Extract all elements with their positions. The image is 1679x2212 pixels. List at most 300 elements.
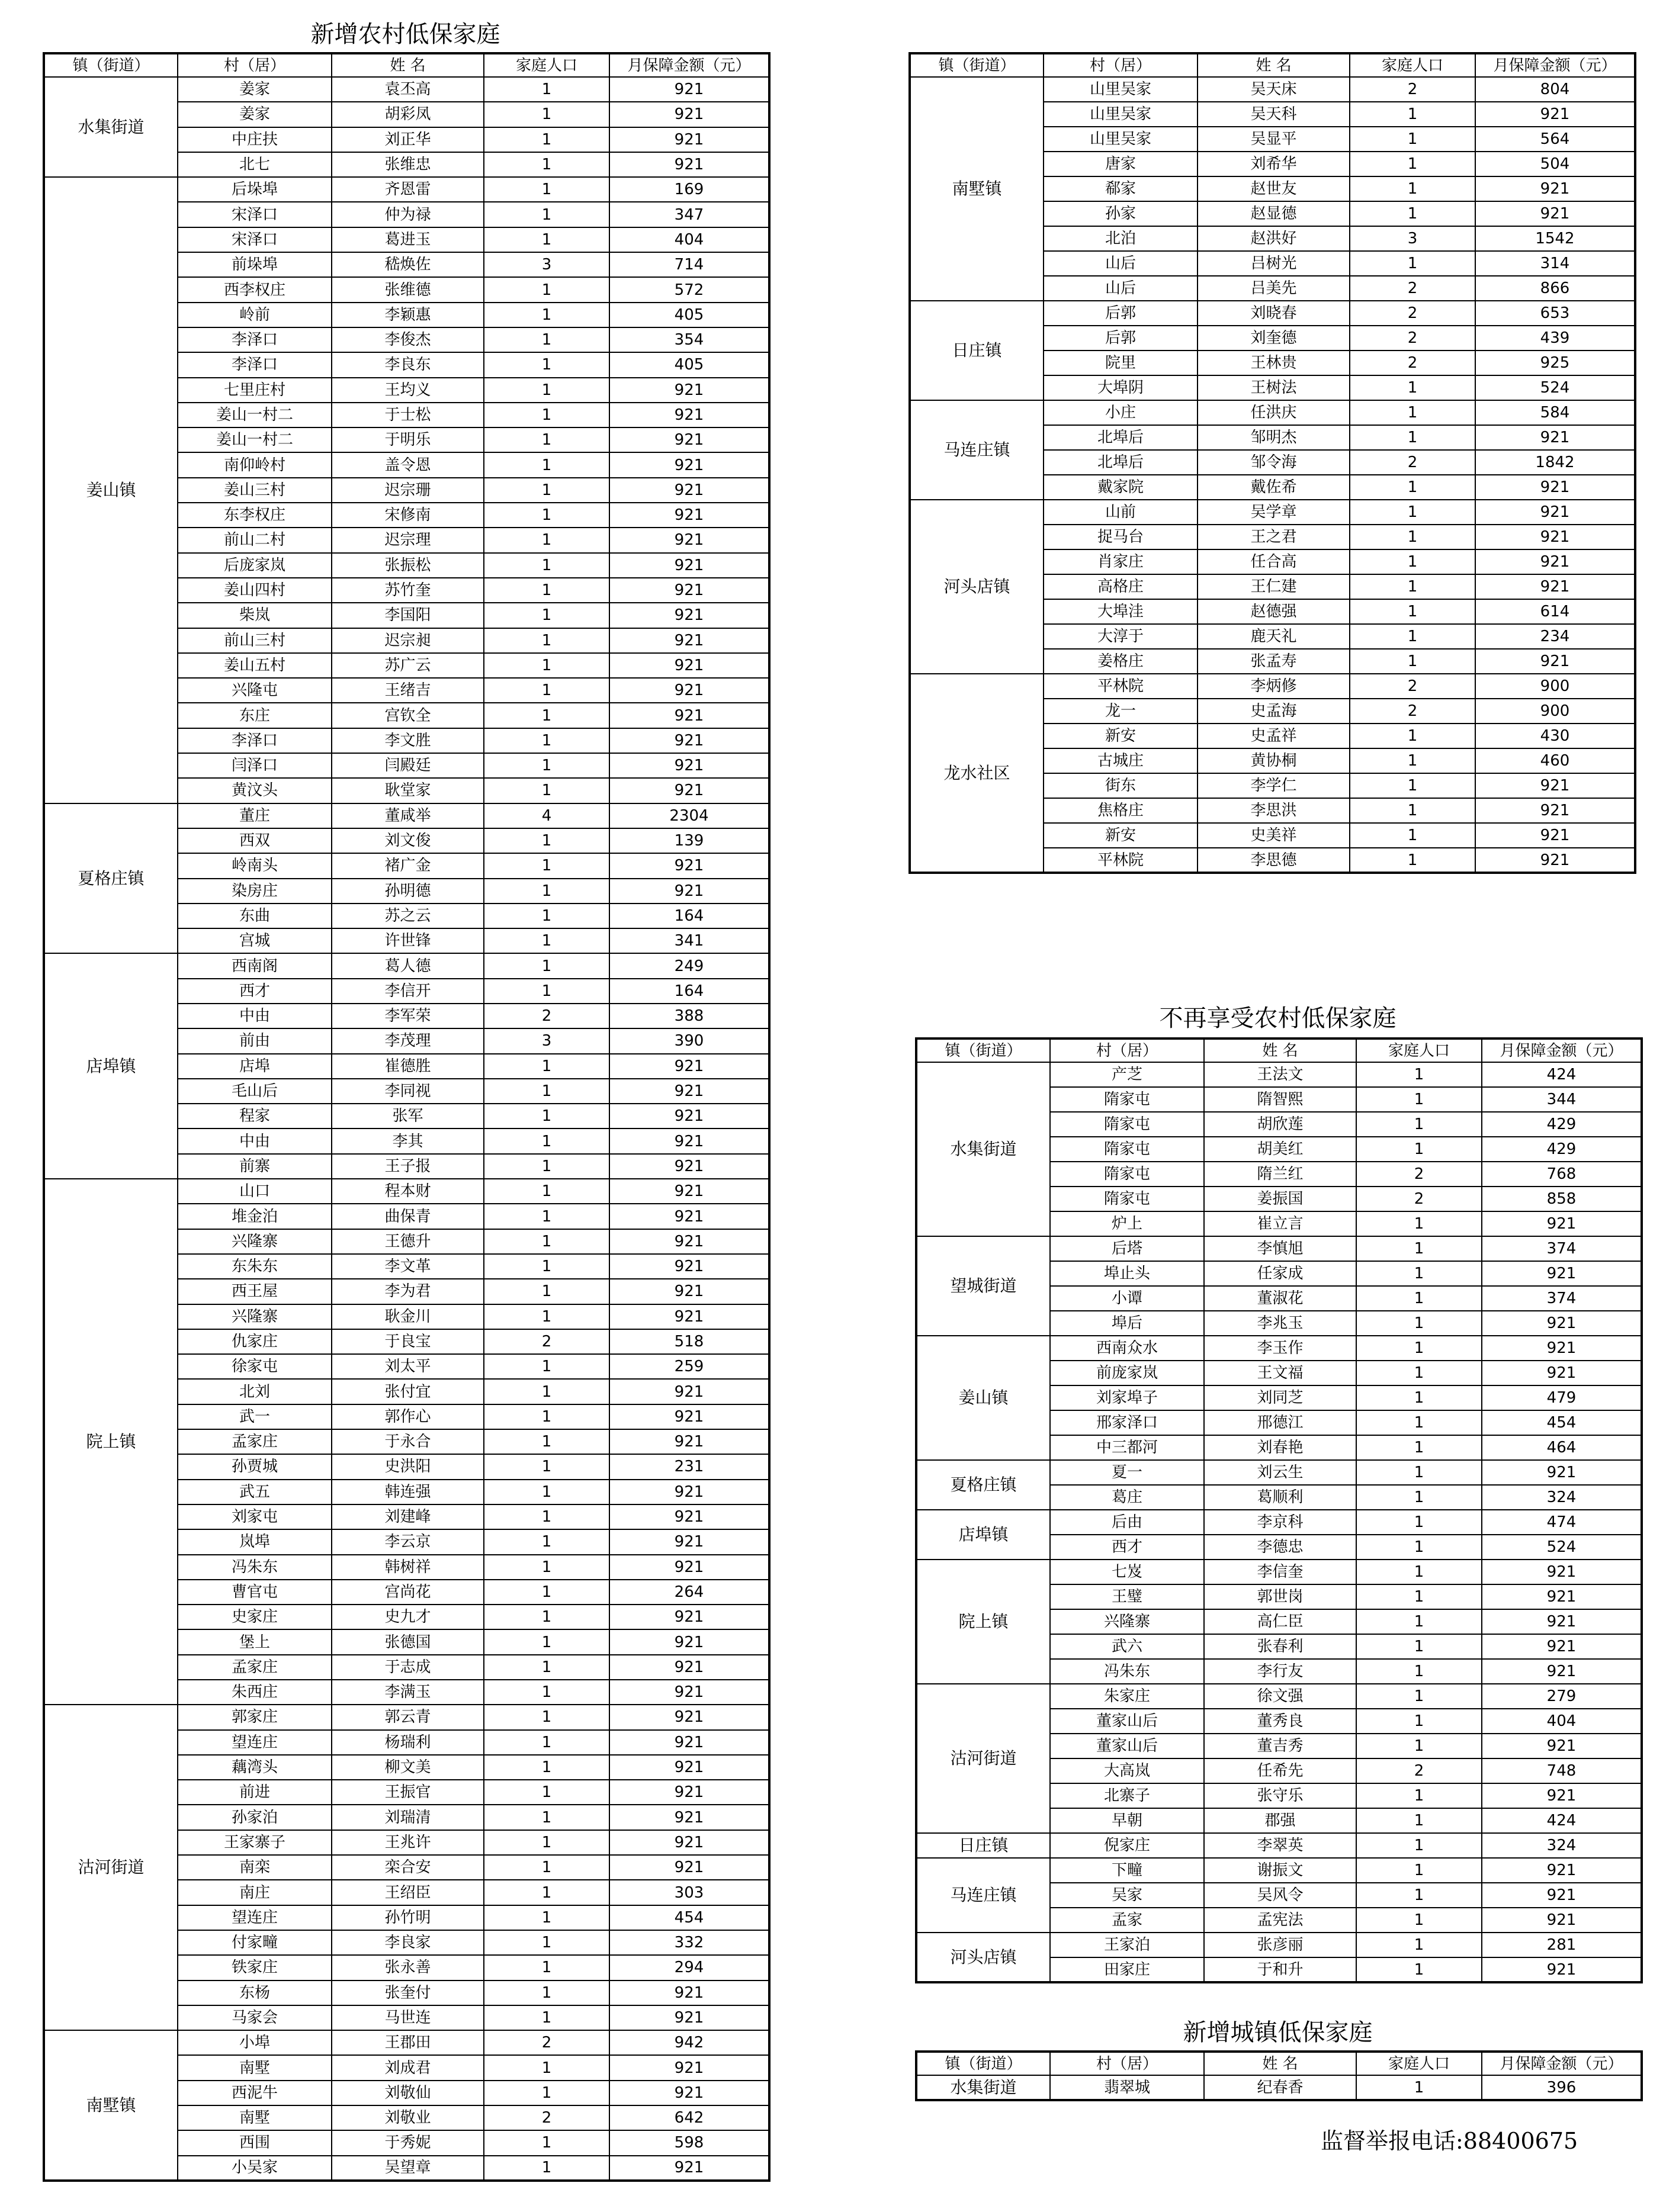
- monthly-amount-cell: 921: [1482, 1460, 1642, 1485]
- household-size-cell: 1: [1356, 1361, 1482, 1385]
- household-size-cell: 1: [1350, 500, 1475, 525]
- village-cell: 西泥牛: [178, 2081, 332, 2105]
- household-size-cell: 1: [1356, 1286, 1482, 1311]
- village-cell: 街东: [1044, 773, 1198, 798]
- monthly-amount-cell: 164: [609, 904, 769, 928]
- monthly-amount-cell: 524: [1482, 1535, 1642, 1560]
- household-size-cell: 1: [484, 1454, 609, 1479]
- monthly-amount-cell: 921: [1475, 649, 1635, 674]
- name-cell: 李满玉: [332, 1680, 484, 1705]
- village-cell: 冯朱东: [178, 1555, 332, 1580]
- household-size-cell: 1: [484, 753, 609, 778]
- household-size-cell: 1: [484, 227, 609, 252]
- village-cell: 后郭: [1044, 326, 1198, 351]
- name-cell: 李国阳: [332, 603, 484, 628]
- name-cell: 崔德胜: [332, 1054, 484, 1079]
- name-cell: 张春利: [1204, 1634, 1356, 1659]
- village-cell: 东李权庄: [178, 503, 332, 528]
- table-row: [916, 1858, 1642, 1883]
- village-cell: 埠后: [1050, 1311, 1204, 1336]
- village-cell: 孙家: [1044, 201, 1198, 226]
- household-size-cell: 1: [1350, 400, 1475, 425]
- monthly-amount-cell: 921: [609, 553, 769, 578]
- monthly-amount-cell: 921: [1482, 1883, 1642, 1908]
- monthly-amount-cell: 139: [609, 828, 769, 853]
- monthly-amount-cell: 572: [609, 277, 769, 302]
- monthly-amount-cell: 921: [1475, 500, 1635, 525]
- village-cell: 前寨: [178, 1154, 332, 1179]
- town-cell: 河头店镇: [910, 500, 1044, 674]
- household-size-cell: 1: [484, 1254, 609, 1279]
- name-cell: 李为君: [332, 1279, 484, 1304]
- monthly-amount-cell: 921: [1482, 1634, 1642, 1659]
- column-header: 镇（街道）: [916, 2052, 1050, 2075]
- name-cell: 李信开: [332, 979, 484, 1004]
- village-cell: 武六: [1050, 1634, 1204, 1659]
- village-cell: 李泽口: [178, 352, 332, 377]
- name-cell: 李思德: [1198, 848, 1350, 873]
- village-cell: 兴隆寨: [1050, 1609, 1204, 1634]
- household-size-cell: 1: [1356, 1584, 1482, 1609]
- monthly-amount-cell: 921: [1482, 1858, 1642, 1883]
- monthly-amount-cell: 921: [1482, 1659, 1642, 1684]
- name-cell: 宋修南: [332, 503, 484, 528]
- monthly-amount-cell: 921: [1482, 1609, 1642, 1634]
- name-cell: 吕美先: [1198, 276, 1350, 301]
- household-size-cell: 1: [484, 403, 609, 427]
- table-row: [916, 1236, 1642, 1261]
- household-size-cell: 1: [484, 1980, 609, 2005]
- monthly-amount-cell: 921: [609, 653, 769, 678]
- monthly-amount-cell: 921: [609, 879, 769, 904]
- village-cell: 宋泽口: [178, 202, 332, 227]
- name-cell: 吴天床: [1198, 77, 1350, 102]
- monthly-amount-cell: 294: [609, 1955, 769, 1980]
- name-cell: 胡欣莲: [1204, 1112, 1356, 1137]
- table-row: [916, 1933, 1642, 1957]
- monthly-amount-cell: 921: [1475, 798, 1635, 823]
- table-row: [916, 1684, 1642, 1709]
- village-cell: 兴隆寨: [178, 1304, 332, 1329]
- monthly-amount-cell: 921: [609, 1855, 769, 1880]
- town-cell: 南墅镇: [44, 2030, 178, 2181]
- monthly-amount-cell: 921: [609, 1705, 769, 1729]
- name-cell: 隋兰红: [1204, 1162, 1356, 1187]
- name-cell: 隋智熙: [1204, 1087, 1356, 1112]
- monthly-amount-cell: 921: [609, 1680, 769, 1705]
- monthly-amount-cell: 921: [1482, 1361, 1642, 1385]
- monthly-amount-cell: 748: [1482, 1758, 1642, 1783]
- household-size-cell: 1: [1356, 1311, 1482, 1336]
- household-size-cell: 1: [484, 1880, 609, 1905]
- monthly-amount-cell: 921: [1482, 1311, 1642, 1336]
- village-cell: 七里庄村: [178, 378, 332, 403]
- monthly-amount-cell: 921: [1475, 102, 1635, 127]
- village-cell: 后庞家岚: [178, 553, 332, 578]
- monthly-amount-cell: 614: [1475, 599, 1635, 624]
- household-size-cell: 1: [484, 1204, 609, 1229]
- household-size-cell: 3: [1350, 226, 1475, 251]
- household-size-cell: 1: [1356, 1858, 1482, 1883]
- name-cell: 许世锋: [332, 928, 484, 953]
- name-cell: 吴风令: [1204, 1883, 1356, 1908]
- table-row: [910, 500, 1635, 525]
- household-size-cell: 1: [1356, 2075, 1482, 2100]
- village-cell: 东曲: [178, 904, 332, 928]
- monthly-amount-cell: 921: [1482, 1908, 1642, 1933]
- household-size-cell: 1: [1350, 848, 1475, 873]
- name-cell: 葛人德: [332, 953, 484, 978]
- village-cell: 北七: [178, 152, 332, 177]
- monthly-amount-cell: 1542: [1475, 226, 1635, 251]
- household-size-cell: 1: [1350, 152, 1475, 176]
- table-row: [916, 1062, 1642, 1087]
- household-size-cell: 1: [484, 703, 609, 728]
- name-cell: 史洪阳: [332, 1454, 484, 1479]
- household-size-cell: 1: [484, 1705, 609, 1729]
- table-row: [916, 1560, 1642, 1584]
- monthly-amount-cell: 234: [1475, 624, 1635, 649]
- column-header: 家庭人口: [1356, 1039, 1482, 1062]
- household-size-cell: 2: [1350, 674, 1475, 699]
- household-size-cell: 1: [1350, 425, 1475, 450]
- village-cell: 戴家院: [1044, 475, 1198, 500]
- household-size-cell: 1: [484, 979, 609, 1004]
- village-cell: 朱西庄: [178, 1680, 332, 1705]
- monthly-amount-cell: 921: [1475, 773, 1635, 798]
- monthly-amount-cell: 921: [1482, 1783, 1642, 1808]
- household-size-cell: 1: [484, 1805, 609, 1830]
- village-cell: 南仰岭村: [178, 452, 332, 477]
- village-cell: 西才: [178, 979, 332, 1004]
- name-cell: 吴望章: [332, 2156, 484, 2181]
- village-cell: 大埠阴: [1044, 375, 1198, 400]
- village-cell: 武一: [178, 1404, 332, 1429]
- village-cell: 平林院: [1044, 848, 1198, 873]
- household-size-cell: 1: [484, 1354, 609, 1379]
- town-cell: 店埠镇: [44, 953, 178, 1179]
- name-cell: 李文革: [332, 1254, 484, 1279]
- table-row: [44, 1705, 769, 1729]
- household-size-cell: 1: [1356, 1460, 1482, 1485]
- name-cell: 刘同芝: [1204, 1385, 1356, 1410]
- village-cell: 宫城: [178, 928, 332, 953]
- name-cell: 李翠英: [1204, 1833, 1356, 1858]
- village-cell: 北寨子: [1050, 1783, 1204, 1808]
- name-cell: 刘太平: [332, 1354, 484, 1379]
- monthly-amount-cell: 303: [609, 1880, 769, 1905]
- monthly-amount-cell: 1842: [1475, 450, 1635, 475]
- name-cell: 于明乐: [332, 427, 484, 452]
- name-cell: 张守乐: [1204, 1783, 1356, 1808]
- name-cell: 迟宗昶: [332, 628, 484, 653]
- village-cell: 西南众水: [1050, 1336, 1204, 1361]
- village-cell: 姜山三村: [178, 478, 332, 503]
- monthly-amount-cell: 518: [609, 1329, 769, 1354]
- name-cell: 董咸举: [332, 803, 484, 828]
- village-cell: 孟家: [1050, 1908, 1204, 1933]
- town-cell: 夏格庄镇: [44, 803, 178, 954]
- name-cell: 赵德强: [1198, 599, 1350, 624]
- household-size-cell: 1: [484, 653, 609, 678]
- monthly-amount-cell: 921: [609, 1104, 769, 1128]
- table-row: [910, 301, 1635, 326]
- monthly-amount-cell: 921: [609, 678, 769, 703]
- column-header: 姓 名: [332, 53, 484, 77]
- name-cell: 李同视: [332, 1079, 484, 1104]
- village-cell: 后由: [1050, 1510, 1204, 1535]
- name-cell: 张付宜: [332, 1379, 484, 1404]
- name-cell: 李炳修: [1198, 674, 1350, 699]
- household-size-cell: 1: [484, 277, 609, 302]
- village-cell: 孙家泊: [178, 1805, 332, 1830]
- table-row: [44, 77, 769, 102]
- name-cell: 王子报: [332, 1154, 484, 1179]
- table-row: [916, 1833, 1642, 1858]
- household-size-cell: 1: [484, 202, 609, 227]
- name-cell: 纪春香: [1204, 2075, 1356, 2100]
- village-cell: 翡翠城: [1050, 2075, 1204, 2100]
- name-cell: 张振松: [332, 553, 484, 578]
- village-cell: 肖家庄: [1044, 549, 1198, 574]
- column-header: 家庭人口: [484, 53, 609, 77]
- village-cell: 南庄: [178, 1880, 332, 1905]
- monthly-amount-cell: 429: [1482, 1137, 1642, 1162]
- name-cell: 高仁臣: [1204, 1609, 1356, 1634]
- household-size-cell: 3: [484, 252, 609, 277]
- household-size-cell: 1: [484, 1079, 609, 1104]
- household-size-cell: 1: [484, 1655, 609, 1680]
- monthly-amount-cell: 324: [1482, 1833, 1642, 1858]
- name-cell: 李德忠: [1204, 1535, 1356, 1560]
- name-cell: 王法文: [1204, 1062, 1356, 1087]
- monthly-amount-cell: 921: [1475, 176, 1635, 201]
- village-cell: 李泽口: [178, 728, 332, 753]
- village-cell: 西南阁: [178, 953, 332, 978]
- monthly-amount-cell: 921: [609, 1379, 769, 1404]
- household-size-cell: 2: [1350, 276, 1475, 301]
- village-cell: 宋泽口: [178, 227, 332, 252]
- name-cell: 苏之云: [332, 904, 484, 928]
- monthly-amount-cell: 921: [609, 1480, 769, 1504]
- monthly-amount-cell: 921: [609, 152, 769, 177]
- village-cell: 中三都河: [1050, 1435, 1204, 1460]
- monthly-amount-cell: 464: [1482, 1435, 1642, 1460]
- column-header: 月保障金额（元）: [1482, 1039, 1642, 1062]
- table-row: [916, 1510, 1642, 1535]
- name-cell: 史孟海: [1198, 699, 1350, 724]
- village-cell: 姜家: [178, 77, 332, 102]
- village-cell: 新安: [1044, 724, 1198, 748]
- household-size-cell: 1: [1356, 1709, 1482, 1734]
- village-cell: 大高岚: [1050, 1758, 1204, 1783]
- village-cell: 徐家屯: [178, 1354, 332, 1379]
- monthly-amount-cell: 921: [609, 1279, 769, 1304]
- household-size-cell: 1: [484, 327, 609, 352]
- monthly-amount-cell: 921: [609, 403, 769, 427]
- village-cell: 山前: [1044, 500, 1198, 525]
- town-cell: 日庄镇: [910, 301, 1044, 400]
- household-size-cell: 1: [484, 2130, 609, 2155]
- column-header: 家庭人口: [1356, 2052, 1482, 2075]
- monthly-amount-cell: 921: [609, 628, 769, 653]
- name-cell: 徐文强: [1204, 1684, 1356, 1709]
- household-size-cell: 1: [1356, 1734, 1482, 1758]
- household-size-cell: 1: [1356, 1535, 1482, 1560]
- village-cell: 前进: [178, 1780, 332, 1805]
- household-size-cell: 1: [1356, 1062, 1482, 1087]
- monthly-amount-cell: 264: [609, 1580, 769, 1605]
- village-cell: 王璧: [1050, 1584, 1204, 1609]
- household-size-cell: 1: [484, 352, 609, 377]
- monthly-amount-cell: 921: [609, 503, 769, 528]
- monthly-amount-cell: 768: [1482, 1162, 1642, 1187]
- table-row: [916, 2075, 1642, 2100]
- name-cell: 宫钦全: [332, 703, 484, 728]
- household-size-cell: 1: [484, 1580, 609, 1605]
- name-cell: 孟宪法: [1204, 1908, 1356, 1933]
- name-cell: 王文福: [1204, 1361, 1356, 1385]
- monthly-amount-cell: 921: [609, 1304, 769, 1329]
- monthly-amount-cell: 921: [609, 728, 769, 753]
- household-size-cell: 1: [484, 1279, 609, 1304]
- name-cell: 于永合: [332, 1429, 484, 1454]
- name-cell: 张军: [332, 1104, 484, 1128]
- household-size-cell: 1: [1356, 1560, 1482, 1584]
- village-cell: 朱家庄: [1050, 1684, 1204, 1709]
- name-cell: 曲保青: [332, 1204, 484, 1229]
- monthly-amount-cell: 921: [1475, 475, 1635, 500]
- village-cell: 铁家庄: [178, 1955, 332, 1980]
- monthly-amount-cell: 921: [1482, 1336, 1642, 1361]
- village-cell: 望连庄: [178, 1905, 332, 1930]
- village-cell: 院里: [1044, 351, 1198, 375]
- monthly-amount-cell: 866: [1475, 276, 1635, 301]
- column-header: 镇（街道）: [910, 53, 1044, 77]
- household-size-cell: 1: [1356, 1510, 1482, 1535]
- name-cell: 柳文美: [332, 1755, 484, 1780]
- name-cell: 苏广云: [332, 653, 484, 678]
- village-cell: 孙贾城: [178, 1454, 332, 1479]
- village-cell: 东朱东: [178, 1254, 332, 1279]
- village-cell: 平林院: [1044, 674, 1198, 699]
- household-size-cell: 1: [484, 1404, 609, 1429]
- name-cell: 刘晓春: [1198, 301, 1350, 326]
- name-cell: 张德国: [332, 1629, 484, 1654]
- monthly-amount-cell: 524: [1475, 375, 1635, 400]
- household-size-cell: 1: [484, 1605, 609, 1629]
- town-cell: 水集街道: [916, 2075, 1050, 2100]
- monthly-amount-cell: 921: [609, 1504, 769, 1529]
- monthly-amount-cell: 921: [609, 1054, 769, 1079]
- name-cell: 盖令恩: [332, 452, 484, 477]
- village-cell: 前庞家岚: [1050, 1361, 1204, 1385]
- village-cell: 后郭: [1044, 301, 1198, 326]
- name-cell: 董淑花: [1204, 1286, 1356, 1311]
- village-cell: 付家疃: [178, 1930, 332, 1955]
- household-size-cell: 2: [1350, 351, 1475, 375]
- village-cell: 山口: [178, 1179, 332, 1204]
- household-size-cell: 1: [484, 1054, 609, 1079]
- table-row: [44, 1179, 769, 1204]
- household-size-cell: 1: [484, 578, 609, 603]
- household-size-cell: 1: [484, 152, 609, 177]
- household-size-cell: 1: [484, 1855, 609, 1880]
- village-cell: 北埠后: [1044, 450, 1198, 475]
- village-cell: 炉上: [1050, 1211, 1204, 1236]
- household-size-cell: 1: [484, 1529, 609, 1554]
- monthly-amount-cell: 460: [1475, 748, 1635, 773]
- name-cell: 王均义: [332, 378, 484, 403]
- name-cell: 王德升: [332, 1229, 484, 1254]
- household-size-cell: 1: [1350, 798, 1475, 823]
- table-row: [44, 177, 769, 202]
- village-cell: 毛山后: [178, 1079, 332, 1104]
- village-cell: 下疃: [1050, 1858, 1204, 1883]
- name-cell: 王郡田: [332, 2030, 484, 2055]
- monthly-amount-cell: 921: [609, 1555, 769, 1580]
- village-cell: 姜山一村二: [178, 403, 332, 427]
- monthly-amount-cell: 921: [609, 2081, 769, 2105]
- town-cell: 姜山镇: [44, 177, 178, 803]
- village-cell: 仇家庄: [178, 1329, 332, 1354]
- household-size-cell: 1: [484, 904, 609, 928]
- household-size-cell: 1: [484, 828, 609, 853]
- village-cell: 北刘: [178, 1379, 332, 1404]
- household-size-cell: 1: [484, 503, 609, 528]
- village-cell: 前垛埠: [178, 252, 332, 277]
- name-cell: 董吉秀: [1204, 1734, 1356, 1758]
- household-size-cell: 2: [484, 1004, 609, 1028]
- village-cell: 刘家埠子: [1050, 1385, 1204, 1410]
- household-size-cell: 1: [1350, 201, 1475, 226]
- monthly-amount-cell: 921: [609, 1629, 769, 1654]
- name-cell: 程本财: [332, 1179, 484, 1204]
- monthly-amount-cell: 921: [609, 1079, 769, 1104]
- table-row: [910, 674, 1635, 699]
- monthly-amount-cell: 921: [1482, 1560, 1642, 1584]
- village-cell: 新安: [1044, 823, 1198, 848]
- household-size-cell: 1: [484, 303, 609, 327]
- household-size-cell: 2: [1350, 699, 1475, 724]
- village-cell: 冯朱东: [1050, 1659, 1204, 1684]
- household-size-cell: 1: [484, 1429, 609, 1454]
- name-cell: 刘成君: [332, 2055, 484, 2080]
- village-cell: 隋家屯: [1050, 1187, 1204, 1211]
- monthly-amount-cell: 921: [609, 1254, 769, 1279]
- monthly-amount-cell: 404: [609, 227, 769, 252]
- household-size-cell: 1: [484, 1629, 609, 1654]
- town-cell: 姜山镇: [916, 1336, 1050, 1460]
- town-cell: 龙水社区: [910, 674, 1044, 873]
- town-cell: 沽河街道: [44, 1705, 178, 2030]
- table-new-urban: [915, 2050, 1643, 2101]
- village-cell: 隋家屯: [1050, 1137, 1204, 1162]
- monthly-amount-cell: 598: [609, 2130, 769, 2155]
- village-cell: 姜家: [178, 102, 332, 127]
- name-cell: 李兆玉: [1204, 1311, 1356, 1336]
- monthly-amount-cell: 341: [609, 928, 769, 953]
- village-cell: 西才: [1050, 1535, 1204, 1560]
- village-cell: 王家泊: [1050, 1933, 1204, 1957]
- village-cell: 后塔: [1050, 1236, 1204, 1261]
- name-cell: 迟宗理: [332, 528, 484, 552]
- monthly-amount-cell: 921: [609, 127, 769, 152]
- village-cell: 闫泽口: [178, 753, 332, 778]
- monthly-amount-cell: 405: [609, 352, 769, 377]
- name-cell: 张永善: [332, 1955, 484, 1980]
- monthly-amount-cell: 164: [609, 979, 769, 1004]
